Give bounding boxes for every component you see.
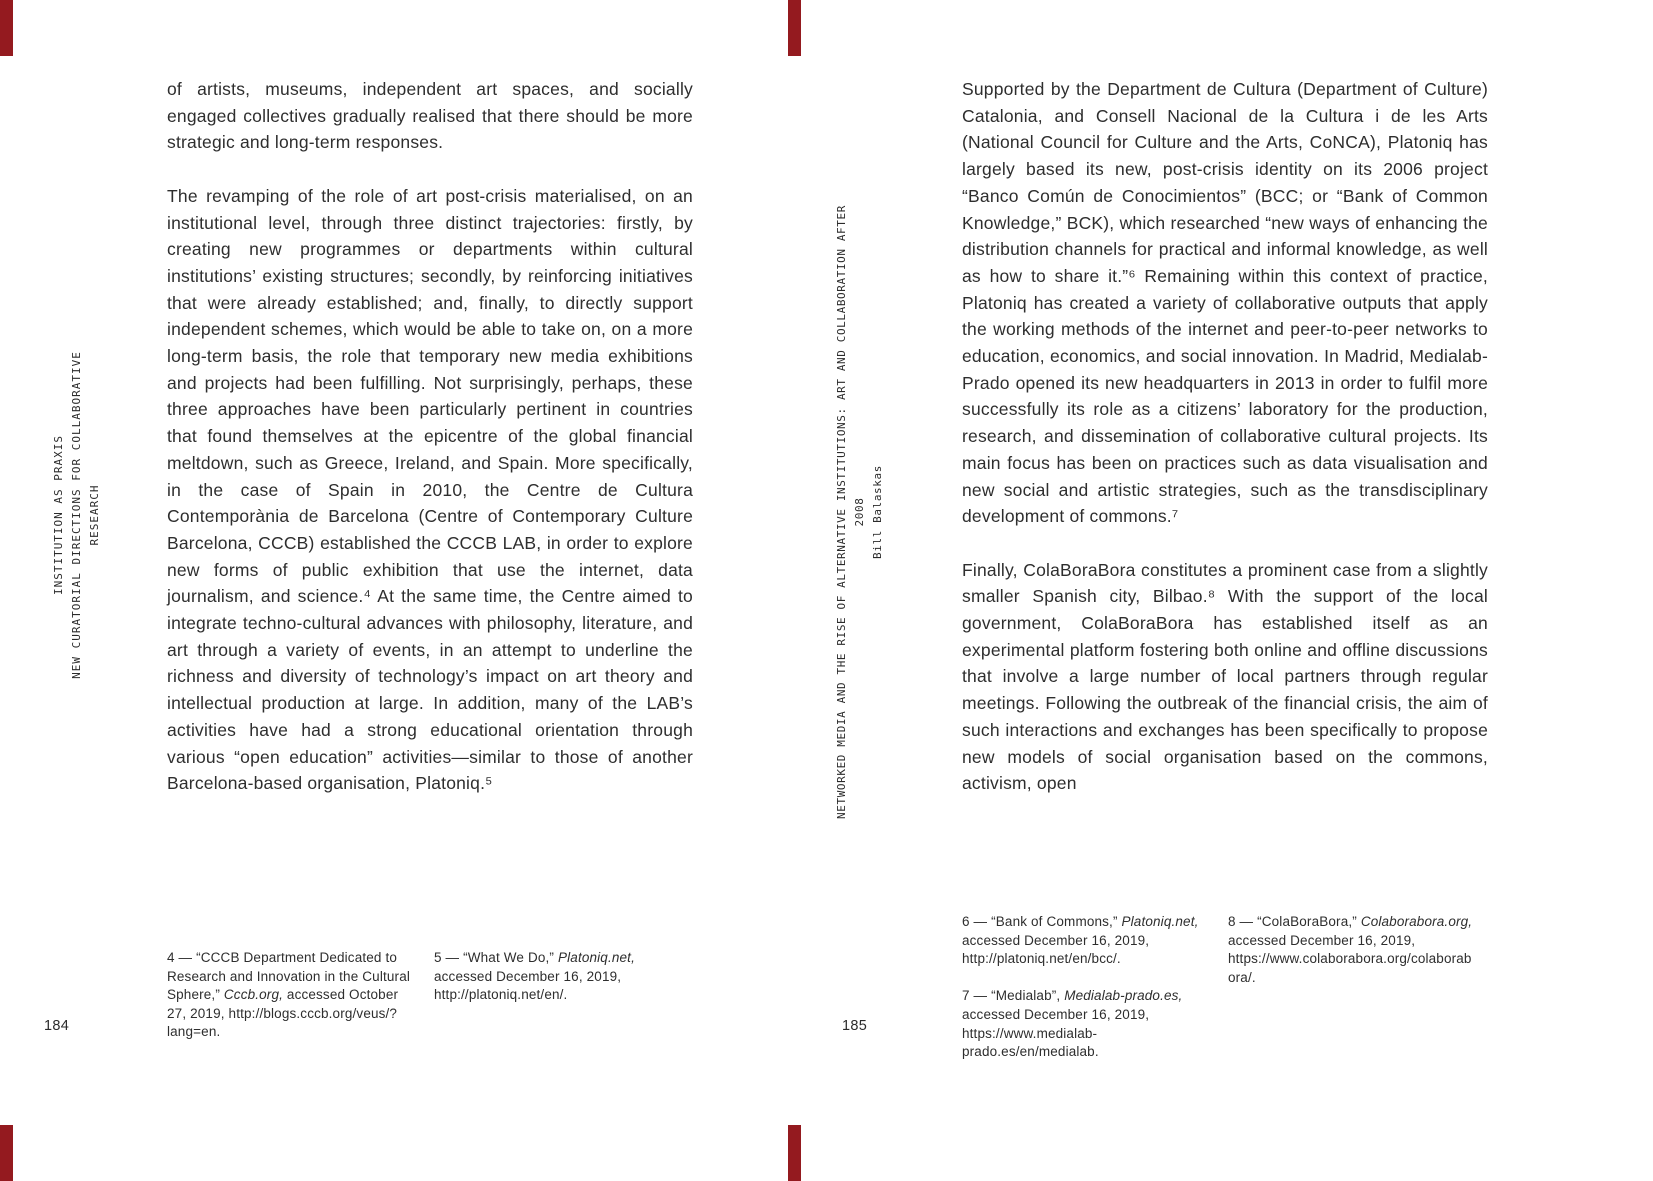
page-number-left: 184 — [44, 1018, 70, 1034]
left-running-head — [50, 325, 101, 705]
red-mark-bottom-center — [788, 1125, 801, 1181]
right-footnote-column-1 — [962, 913, 1210, 1062]
red-mark-top-center — [788, 0, 801, 56]
footnote-7: 7 — “Medialab”, Medialab-prado.es, accessed December 16, 2019, https://www.medialab-prado.es/en/medialab. — [962, 988, 1183, 1060]
paragraph: of artists, museums, independent art spaces, and socially engaged collectives gradually realised that there should be more strategic and long-term responses. — [167, 79, 693, 153]
red-mark-bottom-left — [0, 1125, 13, 1181]
chapter-title-vertical: NETWORKED MEDIA AND THE RISE OF ALTERNATIVE INSTITUTIONS: ART AND COLLABORATION AFTER 2008 — [835, 205, 866, 819]
footnote-8: 8 — “ColaBoraBora,” Colaborabora.org, accessed December 16, 2019, https://www.colaborabora.org/colaborabora/. — [1228, 914, 1473, 985]
left-page-text-column — [167, 76, 693, 797]
footnote-5: 5 — “What We Do,” Platoniq.net, accessed December 16, 2019, http://platoniq.net/en/. — [434, 950, 635, 1003]
book-title-vertical: INSTITUTION AS PRAXIS — [52, 434, 65, 596]
footnote-4: 4 — “CCCB Department Dedicated to Research and Innovation in the Cultural Sphere,” Cccb.org, accessed October 27, 2019, http://blogs.cccb.org/veus/?lang=en. — [167, 950, 410, 1040]
paragraph: Supported by the Department de Cultura (Department of Culture) Catalonia, and Consell Nacional de la Cultura i de les Arts (National Council for Culture and the Arts, CoNCA), Platoniq has largely based its new, post-crisis identity on its 2006 project “Banco Común de Conocimientos” (BCC; or “Bank of Common Knowledge,” BCK), which researched “new ways of enhancing the distribution channels for practical and informal knowledge, as well as how to share it.”⁶ Remaining within this context of practice, Platoniq has created a variety of collaborative outputs that apply the working methods of the internet and peer-to-peer networks to education, economics, and social innovation. In Madrid, Medialab-Prado opened its new headquarters in 2013 in order to fulfil more successfully its role as a citizens’ laboratory for the production, research, and dissemination of collaborative cultural projects. Its main focus has been on practices such as data visualisation and new social and artistic strategies, such as the transdisciplinary development of commons.⁷ — [962, 79, 1488, 527]
left-footnote-column-1 — [167, 949, 415, 1042]
right-footnote-column-2 — [1228, 913, 1476, 987]
page-number-right: 185 — [842, 1018, 868, 1034]
paragraph: Finally, ColaBoraBora constitutes a prominent case from a slightly smaller Spanish city, Bilbao.⁸ With the support of the local government, ColaBoraBora has established itself as an experimental platform fostering both online and offline discussions that involve a large number of local partners through regular meetings. Following the outbreak of the financial crisis, the aim of such interactions and exchanges has been specifically to propose new models of social organisation based on the commons, activism, open — [962, 559, 1488, 794]
right-page-text-column — [962, 76, 1488, 797]
chapter-author-vertical: Bill Balaskas — [871, 465, 884, 559]
left-footnote-column-2 — [434, 949, 682, 1005]
red-mark-top-left — [0, 0, 13, 56]
right-running-head — [833, 187, 884, 837]
paragraph: The revamping of the role of art post-crisis materialised, on an institutional level, through three distinct trajectories: firstly, by creating new programmes or departments within cultural institutions’ existing structures; secondly, by reinforcing initiatives that were already established; and, finally, to directly support independent schemes, which would be able to take on, on a more long-term basis, the role that temporary new media exhibitions and projects had been fulfilling. Not surprisingly, perhaps, these three approaches have been particularly pertinent in countries that found themselves at the epicentre of the global financial meltdown, such as Greece, Ireland, and Spain. More specifically, in the case of Spain in 2010, the Centre de Cultura Contemporània de Barcelona (Centre of Contemporary Culture Barcelona, CCCB) established the CCCB LAB, in order to explore new forms of public exhibition that use the internet, data journalism, and science.⁴ At the same time, the Centre aimed to integrate techno-cultural advances with philosophy, literature, and art through a variety of events, in an attempt to underline the richness and diversity of technology’s impact on art theory and intellectual production at large. In addition, many of the LAB’s activities have had a strong educational orientation through various “open education” activities—similar to those of another Barcelona-based organisation, Platoniq.⁵ — [167, 185, 693, 794]
book-subtitle-vertical: NEW CURATORIAL DIRECTIONS FOR COLLABORATIVE RESEARCH — [70, 351, 101, 679]
footnote-6: 6 — “Bank of Commons,” Platoniq.net, accessed December 16, 2019, http://platoniq.net/en/bcc/. — [962, 914, 1199, 967]
